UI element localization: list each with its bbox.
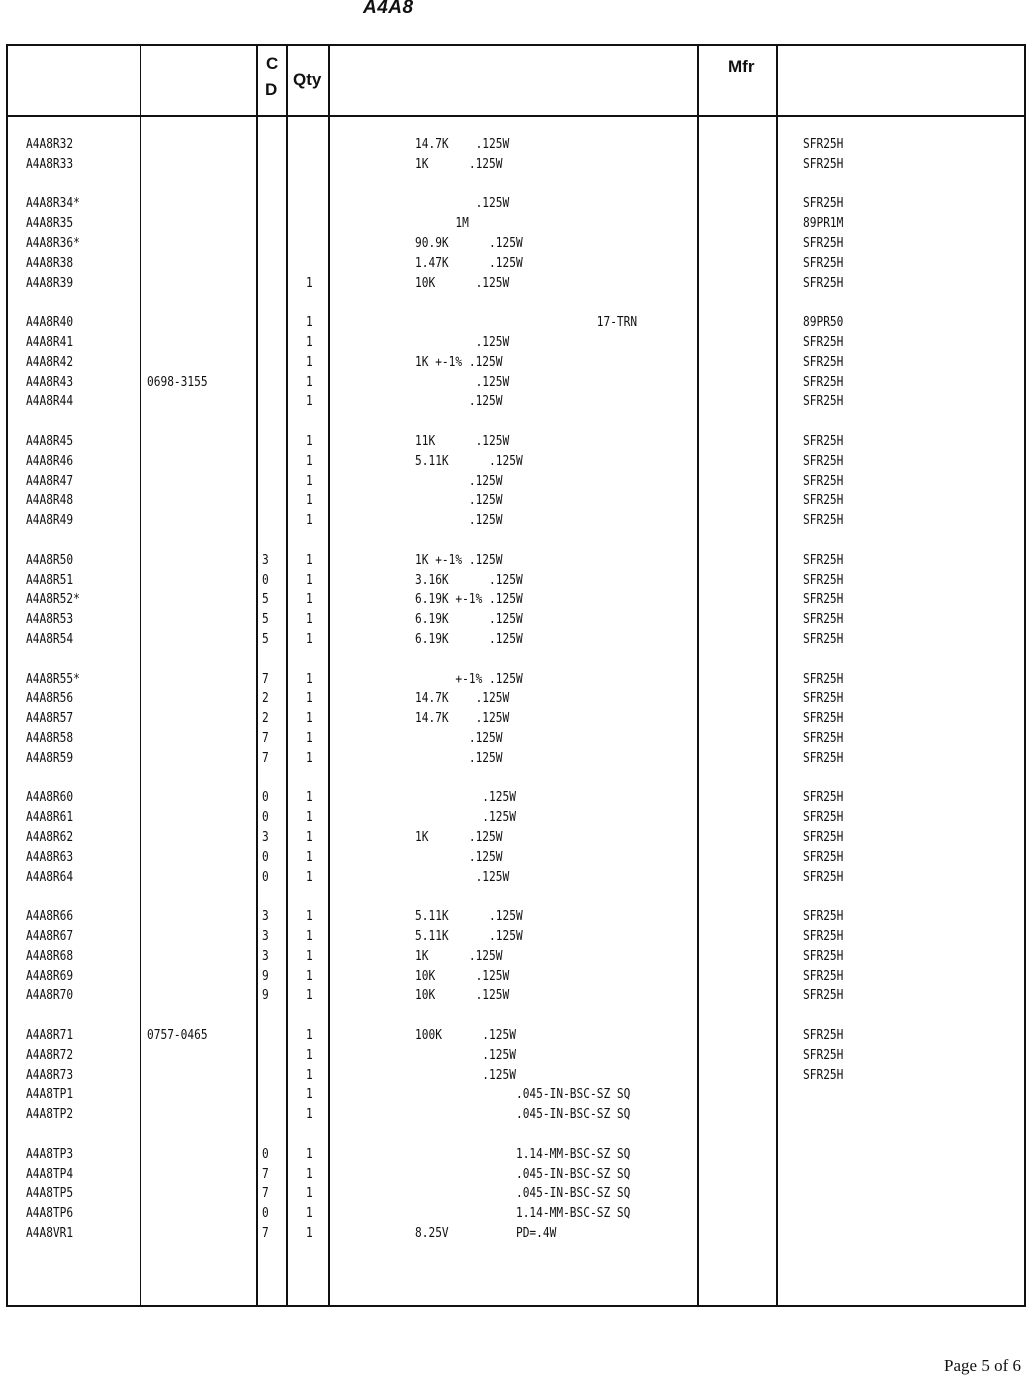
- column-divider-cd-right: [286, 44, 288, 1307]
- check-digit: 7: [262, 1226, 269, 1241]
- reference-designator: A4A8R72: [26, 1048, 74, 1063]
- description: 5.11K .125W: [415, 909, 523, 924]
- table-top-border: [6, 44, 1026, 46]
- reference-designator: A4A8TP3: [26, 1147, 74, 1162]
- mfr-part-number: SFR25H: [803, 513, 844, 528]
- reference-designator: A4A8R61: [26, 810, 74, 825]
- check-digit: 7: [262, 731, 269, 746]
- check-digit: 7: [262, 751, 269, 766]
- quantity: 1: [306, 394, 313, 409]
- mfr-part-number: SFR25H: [803, 592, 844, 607]
- quantity: 1: [306, 731, 313, 746]
- quantity: 1: [306, 632, 313, 647]
- check-digit: 5: [262, 612, 269, 627]
- quantity: 1: [306, 375, 313, 390]
- quantity: 1: [306, 1107, 313, 1122]
- mfr-part-number: SFR25H: [803, 790, 844, 805]
- description: .045-IN-BSC-SZ SQ: [415, 1186, 631, 1201]
- description: .125W: [415, 731, 503, 746]
- mfr-part-number: SFR25H: [803, 949, 844, 964]
- page-number: Page 5 of 6: [944, 1356, 1021, 1375]
- mfr-part-number: SFR25H: [803, 394, 844, 409]
- reference-designator: A4A8R55*: [26, 672, 80, 687]
- quantity: 1: [306, 751, 313, 766]
- mfr-part-number: SFR25H: [803, 454, 844, 469]
- reference-designator: A4A8TP1: [26, 1087, 74, 1102]
- description: 5.11K .125W: [415, 454, 523, 469]
- description: .125W: [415, 870, 510, 885]
- quantity: 1: [306, 949, 313, 964]
- check-digit: 0: [262, 790, 269, 805]
- reference-designator: A4A8R42: [26, 355, 74, 370]
- column-divider-right: [1024, 44, 1026, 1307]
- quantity: 1: [306, 474, 313, 489]
- reference-designator: A4A8R58: [26, 731, 74, 746]
- quantity: 1: [306, 573, 313, 588]
- quantity: 1: [306, 612, 313, 627]
- quantity: 1: [306, 870, 313, 885]
- mfr-part-number: SFR25H: [803, 969, 844, 984]
- description: .045-IN-BSC-SZ SQ: [415, 1167, 631, 1182]
- description: 1K +-1% .125W: [415, 355, 503, 370]
- description: 14.7K .125W: [415, 711, 510, 726]
- quantity: 1: [306, 1226, 313, 1241]
- column-divider-mfr: [776, 44, 778, 1307]
- quantity: 1: [306, 830, 313, 845]
- description: .125W: [415, 493, 503, 508]
- reference-designator: A4A8R32: [26, 137, 74, 152]
- quantity: 1: [306, 711, 313, 726]
- check-digit: 9: [262, 969, 269, 984]
- mfr-part-number: SFR25H: [803, 1028, 844, 1043]
- reference-designator: A4A8R38: [26, 256, 74, 271]
- quantity: 1: [306, 513, 313, 528]
- mfr-part-number: SFR25H: [803, 157, 844, 172]
- check-digit: 0: [262, 573, 269, 588]
- reference-designator: A4A8R67: [26, 929, 74, 944]
- reference-designator: A4A8R56: [26, 691, 74, 706]
- reference-designator: A4A8R71: [26, 1028, 74, 1043]
- quantity: 1: [306, 672, 313, 687]
- mfr-part-number: SFR25H: [803, 375, 844, 390]
- quantity: 1: [306, 553, 313, 568]
- description: 3.16K .125W: [415, 573, 523, 588]
- mfr-part-number: SFR25H: [803, 434, 844, 449]
- description: 17-TRN: [415, 315, 638, 330]
- quantity: 1: [306, 929, 313, 944]
- mfr-part-number: SFR25H: [803, 474, 844, 489]
- description: .125W: [415, 1048, 516, 1063]
- mfr-part-number: SFR25H: [803, 612, 844, 627]
- reference-designator: A4A8R39: [26, 276, 74, 291]
- description: .125W: [415, 513, 503, 528]
- check-digit: 0: [262, 810, 269, 825]
- mfr-part-number: SFR25H: [803, 256, 844, 271]
- mfr-part-number: SFR25H: [803, 196, 844, 211]
- quantity: 1: [306, 315, 313, 330]
- mfr-part-number: SFR25H: [803, 493, 844, 508]
- reference-designator: A4A8R73: [26, 1068, 74, 1083]
- mfr-part-number: 89PR50: [803, 315, 844, 330]
- mfr-part-number: SFR25H: [803, 691, 844, 706]
- reference-designator: A4A8R40: [26, 315, 74, 330]
- mfr-part-number: SFR25H: [803, 335, 844, 350]
- reference-designator: A4A8R48: [26, 493, 74, 508]
- quantity: 1: [306, 1206, 313, 1221]
- check-digit: 0: [262, 1206, 269, 1221]
- quantity: 1: [306, 909, 313, 924]
- mfr-part-number: SFR25H: [803, 711, 844, 726]
- mfr-part-number: SFR25H: [803, 632, 844, 647]
- column-divider-left: [6, 44, 8, 1307]
- description: 11K .125W: [415, 434, 510, 449]
- reference-designator: A4A8R68: [26, 949, 74, 964]
- description: .125W: [415, 335, 510, 350]
- description: .045-IN-BSC-SZ SQ: [415, 1087, 631, 1102]
- quantity: 1: [306, 1087, 313, 1102]
- check-digit: 0: [262, 850, 269, 865]
- part-number: 0757-0465: [147, 1028, 208, 1043]
- mfr-part-number: SFR25H: [803, 1048, 844, 1063]
- reference-designator: A4A8R35: [26, 216, 74, 231]
- quantity: 1: [306, 790, 313, 805]
- column-divider-qty: [328, 44, 330, 1307]
- description: 14.7K .125W: [415, 691, 510, 706]
- reference-designator: A4A8R44: [26, 394, 74, 409]
- check-digit: 3: [262, 929, 269, 944]
- reference-designator: A4A8TP5: [26, 1186, 74, 1201]
- header-bottom-border: [6, 115, 1026, 117]
- mfr-part-number: SFR25H: [803, 236, 844, 251]
- quantity: 1: [306, 434, 313, 449]
- reference-designator: A4A8R46: [26, 454, 74, 469]
- quantity: 1: [306, 335, 313, 350]
- description: .125W: [415, 474, 503, 489]
- header-cd-d: D: [265, 80, 278, 99]
- mfr-part-number: SFR25H: [803, 751, 844, 766]
- reference-designator: A4A8TP6: [26, 1206, 74, 1221]
- reference-designator: A4A8VR1: [26, 1226, 74, 1241]
- check-digit: 7: [262, 672, 269, 687]
- quantity: 1: [306, 1167, 313, 1182]
- check-digit: 3: [262, 949, 269, 964]
- reference-designator: A4A8R34*: [26, 196, 80, 211]
- description: 1.14-MM-BSC-SZ SQ: [415, 1147, 631, 1162]
- check-digit: 7: [262, 1167, 269, 1182]
- column-divider-desc: [697, 44, 699, 1307]
- description: .125W: [415, 751, 503, 766]
- description: 90.9K .125W: [415, 236, 523, 251]
- quantity: 1: [306, 1048, 313, 1063]
- mfr-part-number: SFR25H: [803, 988, 844, 1003]
- check-digit: 3: [262, 553, 269, 568]
- column-divider-cd-left: [256, 44, 258, 1307]
- reference-designator: A4A8R33: [26, 157, 74, 172]
- mfr-part-number: SFR25H: [803, 1068, 844, 1083]
- description: 1K .125W: [415, 949, 503, 964]
- description: .125W: [415, 196, 510, 211]
- quantity: 1: [306, 493, 313, 508]
- quantity: 1: [306, 1147, 313, 1162]
- description: .125W: [415, 790, 516, 805]
- check-digit: 0: [262, 870, 269, 885]
- description: 1M: [415, 216, 469, 231]
- mfr-part-number: SFR25H: [803, 573, 844, 588]
- check-digit: 5: [262, 632, 269, 647]
- description: 10K .125W: [415, 969, 510, 984]
- description: 6.19K +-1% .125W: [415, 592, 523, 607]
- description: .125W: [415, 1068, 516, 1083]
- check-digit: 3: [262, 909, 269, 924]
- check-digit: 5: [262, 592, 269, 607]
- quantity: 1: [306, 1028, 313, 1043]
- quantity: 1: [306, 454, 313, 469]
- mfr-part-number: SFR25H: [803, 909, 844, 924]
- reference-designator: A4A8R63: [26, 850, 74, 865]
- check-digit: 3: [262, 830, 269, 845]
- reference-designator: A4A8R53: [26, 612, 74, 627]
- description: 14.7K .125W: [415, 137, 510, 152]
- mfr-part-number: SFR25H: [803, 355, 844, 370]
- description: 1K .125W: [415, 830, 503, 845]
- quantity: 1: [306, 276, 313, 291]
- reference-designator: A4A8R57: [26, 711, 74, 726]
- description: 6.19K .125W: [415, 612, 523, 627]
- reference-designator: A4A8R69: [26, 969, 74, 984]
- description: .125W: [415, 394, 503, 409]
- header-mfr: Mfr: [728, 57, 755, 76]
- reference-designator: A4A8R60: [26, 790, 74, 805]
- description: 1.14-MM-BSC-SZ SQ: [415, 1206, 631, 1221]
- reference-designator: A4A8TP4: [26, 1167, 74, 1182]
- quantity: 1: [306, 691, 313, 706]
- reference-designator: A4A8R36*: [26, 236, 80, 251]
- quantity: 1: [306, 850, 313, 865]
- reference-designator: A4A8R54: [26, 632, 74, 647]
- description: 10K .125W: [415, 988, 510, 1003]
- quantity: 1: [306, 1186, 313, 1201]
- mfr-part-number: SFR25H: [803, 276, 844, 291]
- reference-designator: A4A8R41: [26, 335, 74, 350]
- reference-designator: A4A8R50: [26, 553, 74, 568]
- mfr-part-number: SFR25H: [803, 731, 844, 746]
- description: 100K .125W: [415, 1028, 516, 1043]
- reference-designator: A4A8R51: [26, 573, 74, 588]
- mfr-part-number: SFR25H: [803, 929, 844, 944]
- column-divider-part: [140, 44, 141, 1307]
- quantity: 1: [306, 988, 313, 1003]
- reference-designator: A4A8R59: [26, 751, 74, 766]
- description: .045-IN-BSC-SZ SQ: [415, 1107, 631, 1122]
- mfr-part-number: SFR25H: [803, 810, 844, 825]
- description: 1K .125W: [415, 157, 503, 172]
- description: 5.11K .125W: [415, 929, 523, 944]
- description: 8.25V PD=.4W: [415, 1226, 557, 1241]
- reference-designator: A4A8R45: [26, 434, 74, 449]
- mfr-part-number: SFR25H: [803, 137, 844, 152]
- mfr-part-number: SFR25H: [803, 672, 844, 687]
- reference-designator: A4A8R47: [26, 474, 74, 489]
- reference-designator: A4A8R52*: [26, 592, 80, 607]
- mfr-part-number: SFR25H: [803, 553, 844, 568]
- reference-designator: A4A8R49: [26, 513, 74, 528]
- description: 10K .125W: [415, 276, 510, 291]
- check-digit: 7: [262, 1186, 269, 1201]
- mfr-part-number: 89PR1M: [803, 216, 844, 231]
- check-digit: 9: [262, 988, 269, 1003]
- description: .125W: [415, 850, 503, 865]
- reference-designator: A4A8R66: [26, 909, 74, 924]
- description: 6.19K .125W: [415, 632, 523, 647]
- reference-designator: A4A8R62: [26, 830, 74, 845]
- reference-designator: A4A8R70: [26, 988, 74, 1003]
- table-bottom-border: [6, 1305, 1026, 1307]
- description: +-1% .125W: [415, 672, 523, 687]
- reference-designator: A4A8R43: [26, 375, 74, 390]
- quantity: 1: [306, 1068, 313, 1083]
- description: 1K +-1% .125W: [415, 553, 503, 568]
- reference-designator: A4A8R64: [26, 870, 74, 885]
- reference-designator: A4A8TP2: [26, 1107, 74, 1122]
- quantity: 1: [306, 355, 313, 370]
- description: .125W: [415, 810, 516, 825]
- mfr-part-number: SFR25H: [803, 850, 844, 865]
- check-digit: 2: [262, 711, 269, 726]
- quantity: 1: [306, 592, 313, 607]
- check-digit: 2: [262, 691, 269, 706]
- mfr-part-number: SFR25H: [803, 830, 844, 845]
- page-title: A4A8: [363, 0, 414, 18]
- mfr-part-number: SFR25H: [803, 870, 844, 885]
- part-number: 0698-3155: [147, 375, 208, 390]
- header-qty: Qty: [293, 70, 322, 89]
- quantity: 1: [306, 969, 313, 984]
- header-cd-c: C: [266, 54, 279, 73]
- description: .125W: [415, 375, 510, 390]
- check-digit: 0: [262, 1147, 269, 1162]
- description: 1.47K .125W: [415, 256, 523, 271]
- quantity: 1: [306, 810, 313, 825]
